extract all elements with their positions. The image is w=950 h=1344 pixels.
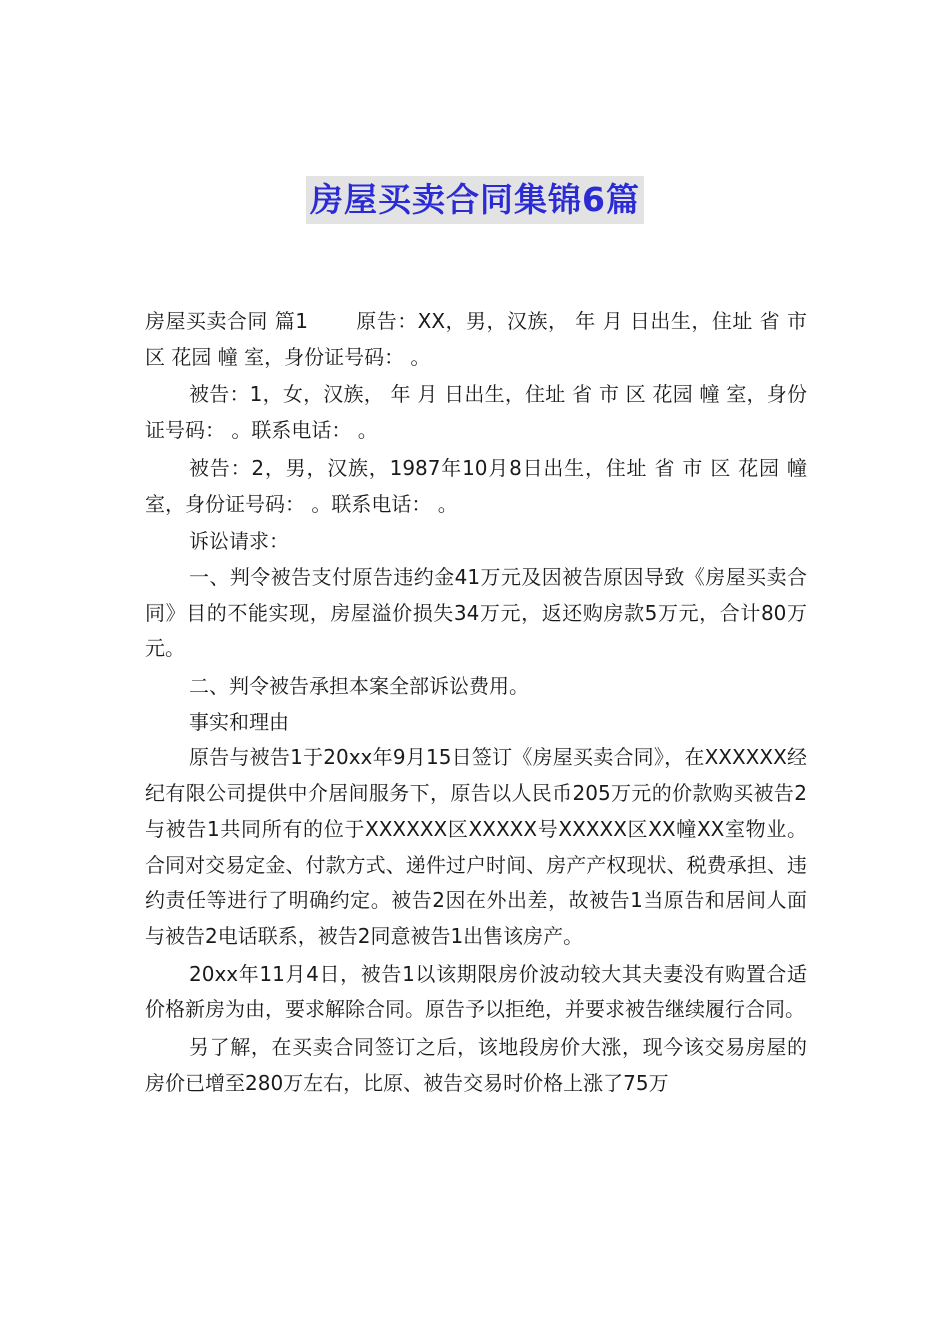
paragraph-plaintiff: 房屋买卖合同 篇1 原告：XX，男，汉族， 年 月 日出生，住址 省 市 区 花园 幢 室，身份证号码： 。 <box>145 309 807 369</box>
document-title: 房屋买卖合同集锦6篇 <box>306 176 644 224</box>
paragraph-facts-3: 另了解，在买卖合同签订之后，该地段房价大涨，现今该交易房屋的房价已增至280万左右，比原、被告交易时价格上涨了75万 <box>145 1035 807 1095</box>
paragraph-defendant-1: 被告：1，女，汉族， 年 月 日出生，住址 省 市 区 花园 幢 室，身份证号码： 。联系电话： 。 <box>145 382 807 443</box>
paragraph-facts-heading: 事实和理由 <box>189 709 289 734</box>
paragraph-claim-2: 二、判令被告承担本案全部诉讼费用。 <box>189 674 529 699</box>
title-container <box>0 176 950 224</box>
paragraph-claim-1: 一、判令被告支付原告违约金41万元及因被告原因导致《房屋买卖合同》目的不能实现，房屋溢价损失34万元，返还购房款5万元，合计80万元。 <box>145 564 807 661</box>
paragraph-defendant-2: 被告：2，男，汉族，1987年10月8日出生，住址 省 市 区 花园 幢 室，身份证号码： 。联系电话： 。 <box>145 455 807 516</box>
paragraph-claims-heading: 诉讼请求： <box>189 529 289 554</box>
paragraph-facts-1: 原告与被告1于20xx年9月15日签订《房屋买卖合同》，在XXXXXX经纪有限公司提供中介居间服务下，原告以人民币205万元的价款购买被告2与被告1共同所有的位于XXXXXX区XXXXX号XXXXX区XX幢XX室物业。合同对交易定金、付款方式、递件过户时间、房产产权现状、税费承担、违约责任等进行了明确约定。被告2因在外出差，故被告1当原告和居间人面与被告2电话联系，被告2同意被告1出售该房产。 <box>145 745 807 948</box>
paragraph-facts-2: 20xx年11月4日，被告1以该期限房价波动较大其夫妻没有购置合适价格新房为由，要求解除合同。原告予以拒绝，并要求被告继续履行合同。 <box>145 961 807 1022</box>
document-body <box>145 304 807 1101</box>
